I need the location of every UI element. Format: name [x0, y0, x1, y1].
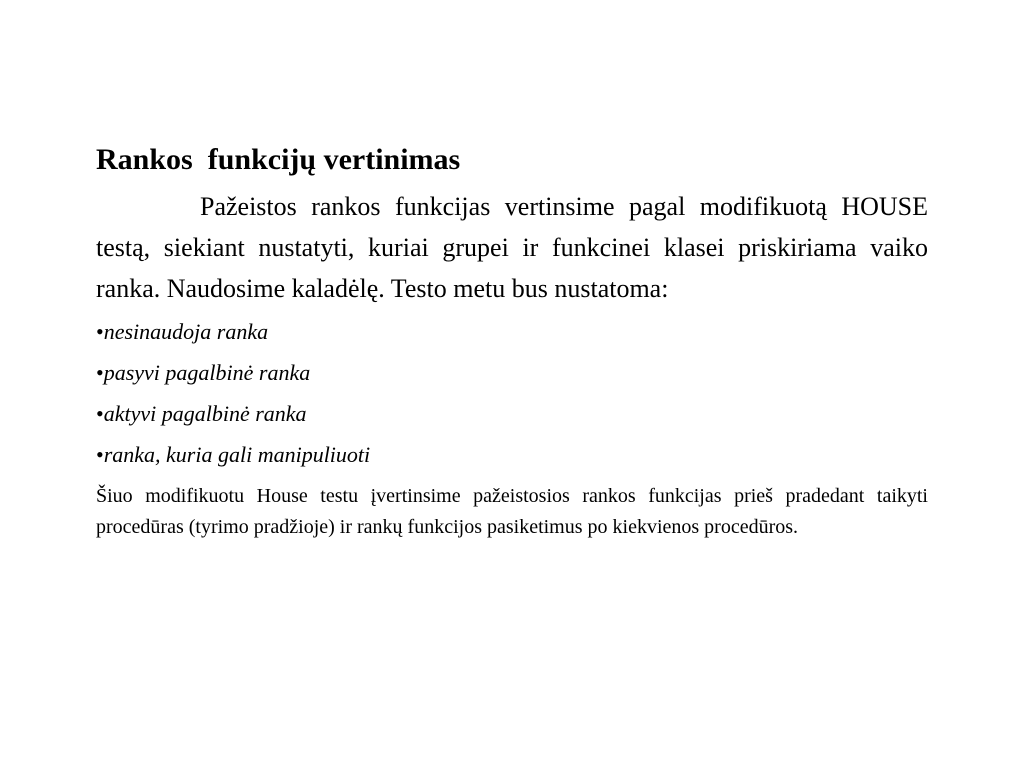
intro-paragraph: Pažeistos rankos funkcijas vertinsime pagal modifikuotą HOUSE testą, siekiant nustatyti, kuriai grupei ir funkcinei klasei priskiriama vaiko ranka. Naudosime kaladėlę. Testo metu bus nustatoma: [96, 192, 928, 303]
bullet-text: nesinaudoja ranka [103, 319, 269, 344]
bullet-mark: • [96, 401, 104, 426]
slide-content [96, 140, 928, 543]
bullet-text: aktyvi pagalbinė ranka [103, 401, 307, 426]
bullet-text: ranka, kuria gali manipuliuoti [103, 442, 371, 467]
list-item [96, 440, 928, 470]
slide-title: Rankos funkcijų vertinimas [96, 143, 461, 176]
bullet-mark: • [96, 442, 104, 467]
bullet-mark: • [96, 360, 104, 385]
list-item [96, 399, 928, 429]
list-item [96, 317, 928, 347]
bullet-list [96, 317, 928, 470]
list-item [96, 358, 928, 388]
closing-paragraph: Šiuo modifikuotu House testu įvertinsime pažeistosios rankos funkcijas prieš pradedant taikyti procedūras (tyrimo pradžioje) ir rankų funkcijos pasiketimus po kiekvienos procedūros. [96, 485, 928, 538]
bullet-text: pasyvi pagalbinė ranka [103, 360, 311, 385]
bullet-mark: • [96, 319, 104, 344]
